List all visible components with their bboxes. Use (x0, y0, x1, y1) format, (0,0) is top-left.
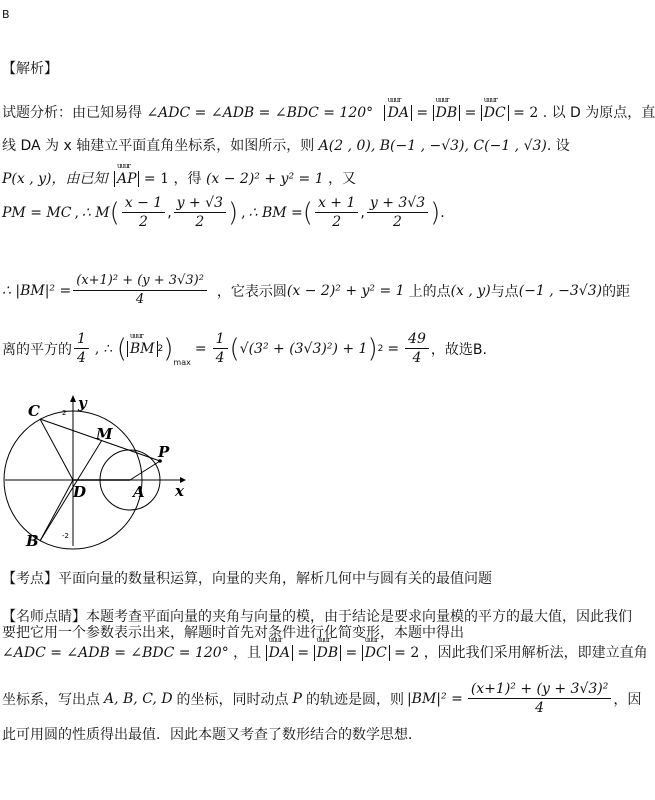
analysis-line-6-prefix: 离的平方的 (2, 341, 72, 358)
dianjing-text-1: 本题考查平面向量的夹角与向量的模，由于结论是要求向量模的平方的最大值，因此我们 (86, 609, 632, 625)
point-fixed: (−1 , −3√3) (518, 282, 603, 299)
analysis-heading: 【解析】 (2, 61, 58, 77)
dianjing-line-2: 要把它用一个参数表示出来，解题时首先对条件进行化简变形，本题中得出 (2, 625, 464, 641)
kaodian-row (2, 568, 492, 588)
analysis-line-2 (2, 135, 570, 155)
analysis-line-3: P(x , y)，由已知 uuur AP = 1 ，得 (x − 2)² + y² = 1 ，又 (2, 168, 356, 188)
analysis-line-1: 试题分析：由已知易得 ∠ADC = ∠ADB = ∠BDC = 120° uuur DA = uuur DB = uuur DC = 2 . 以 D 为原点，直 (2, 102, 655, 122)
dianjing-bm-lhs: |BM|² = (406, 690, 463, 707)
label-p: P (158, 443, 170, 461)
vector-pm-mc: PM = MC (2, 204, 72, 221)
bm-squared-lhs: ∴ |BM|² = (2, 282, 72, 299)
dianjing-line-5: 此可用圆的性质得出最值．因此本题又考查了数形结合的数学思想． (2, 727, 422, 743)
kaodian-label: 【考点】 (2, 571, 58, 587)
analysis-line-3-suffix: ，又 (328, 171, 357, 187)
label-d: D (73, 483, 87, 501)
point-xy: (x , y) (450, 282, 491, 299)
bm-squared-num: (x+1)² + (y + 3√3)² (73, 272, 207, 291)
dianjing-p: P (292, 690, 302, 707)
dianjing-line-4-prefix: 坐标系，写出点 (2, 691, 100, 708)
analysis-line-1-prefix: 试题分析：由已知易得 (2, 105, 142, 121)
bm-label: ∴ BM = (248, 204, 303, 221)
analysis-line-5-text1: ，它表示圆 (216, 283, 287, 300)
dianjing-line-3-suffix: ，因此我们采用解析法，即建立直角 (423, 645, 648, 661)
circle-eq-1: (x − 2)² + y² = 1 (205, 171, 324, 187)
dianjing-line-4-suffix: ，因 (613, 691, 642, 708)
dianjing-line-4-mid: 的坐标，同时动点 (176, 691, 289, 708)
label-x: x (175, 482, 184, 500)
tick-top: 2 (62, 409, 67, 417)
dianjing-line-3-mid: ，且 (233, 645, 262, 661)
label-m: M (96, 425, 113, 443)
geometry-figure (0, 388, 200, 558)
analysis-line-3-mid: ，得 (173, 171, 202, 187)
bm-squared-den: 4 (135, 292, 145, 307)
analysis-line-5-text3: 与点 (490, 283, 519, 300)
analysis-line-5-text4: 的距 (602, 283, 631, 300)
label-y: y (78, 394, 87, 412)
max-subscript: max (173, 358, 191, 367)
kaodian-text: 平面向量的数量积运算，向量的夹角，解析几何中与圆有关的最值问题 (58, 571, 492, 587)
label-a: A (133, 483, 145, 501)
answer-letter: B (2, 8, 10, 21)
m-label: ∴ M (81, 204, 110, 221)
analysis-line-2-prefix: 线 DA 为 x 轴建立平面直角坐标系，如图所示，则 (2, 138, 315, 154)
analysis-line-4: PM = MC , ∴ M ( $\frac{x - 1}{2}$ , $\frac{y + √3}{2}$ ) , ∴ BM = ( $\frac{x + 1}{2}$ , $\frac{y + 3√3}{2}$ ) . (2, 195, 445, 230)
analysis-line-1-suffix: . 以 D 为原点，直 (542, 105, 655, 121)
analysis-line-2-suffix: 设 (555, 138, 570, 154)
dianjing-line-3: ∠ADC = ∠ADB = ∠BDC = 120° ，且 uuur DA = uuur DB = uuur DC = 2 ，因此我们采用解析法，即建立直角 (2, 642, 648, 662)
analysis-line-5 (2, 272, 630, 309)
label-c: C (28, 402, 40, 420)
segment-ap (130, 461, 160, 480)
segment-bm (40, 440, 102, 541)
dianjing-angle: ∠ADC = ∠ADB = ∠BDC = 120° (2, 645, 229, 661)
dianjing-line-4-mid2: 的轨迹是圆，则 (305, 691, 404, 708)
analysis-line-6: 离的平方的 $\frac{1}{4}$ , ∴ ( uuur BM 2 ) $_{max}$ = $\frac{1}{4}$ ( √(3² + (3√3)²) + 1 ) 2 = $\frac{49}{4}$ ，故选B. (2, 330, 487, 367)
angle-equality: ∠ADC = ∠ADB = ∠BDC = 120° (146, 105, 374, 121)
tick-bottom: -2 (62, 532, 69, 540)
dianjing-label: 【名师点睛】 (2, 609, 86, 625)
analysis-line-6-suffix: ，故选B. (430, 341, 487, 358)
coordinates-abc: A(2 , 0), B(−1 , −√3), C(−1 , √3). (318, 138, 552, 154)
analysis-line-5-text2: 上的点 (408, 283, 451, 300)
label-b: B (26, 532, 39, 550)
circle-eq-2: (x − 2)² + y² = 1 (286, 282, 405, 299)
segment-cd (40, 419, 73, 480)
distance-expression: √(3² + (3√3)²) + 1 (239, 340, 368, 357)
point-p-def: P(x , y)，由已知 (2, 171, 108, 187)
dianjing-points: A, B, C, D (104, 690, 173, 707)
y-axis-arrow (70, 395, 76, 402)
dianjing-line-4: 坐标系，写出点 A, B, C, D 的坐标，同时动点 P 的轨迹是圆，则 |BM|² = $\frac{\text{(x+1)² + (y + 3√3)²}}{4}$ ，因 (2, 681, 642, 716)
